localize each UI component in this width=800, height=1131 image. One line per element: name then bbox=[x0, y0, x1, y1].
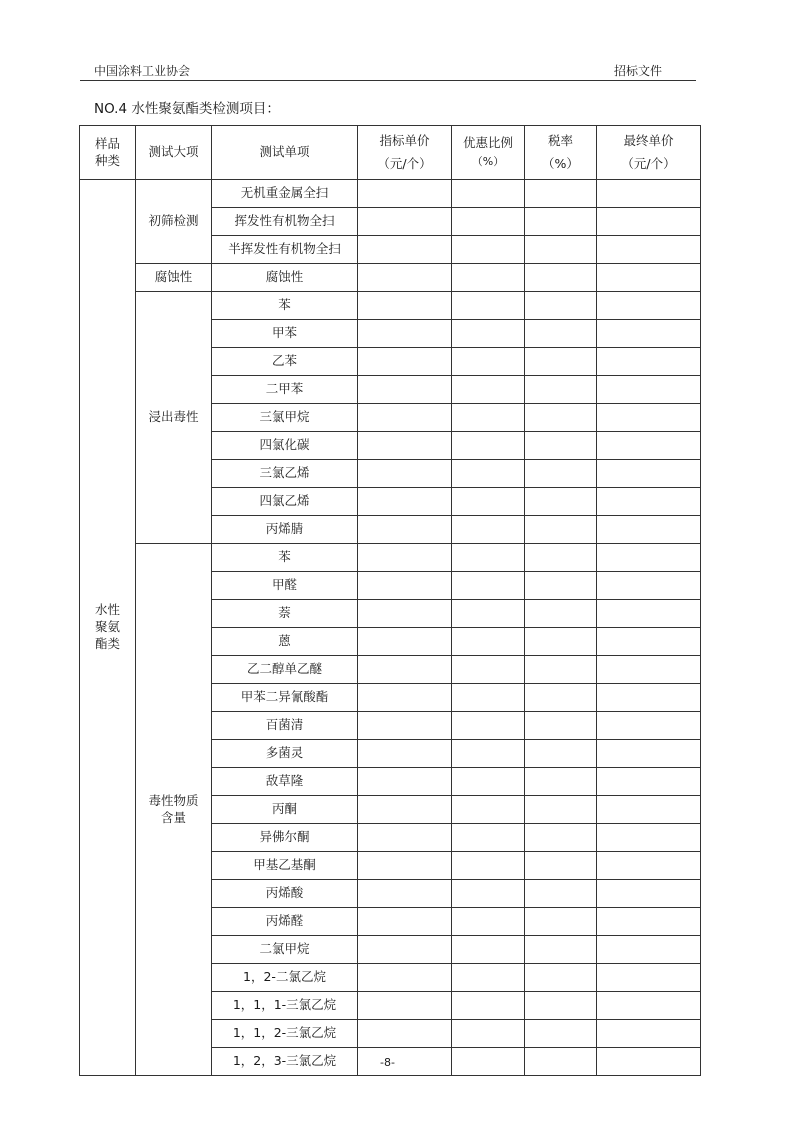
final-price-cell[interactable] bbox=[597, 376, 701, 404]
discount-cell[interactable] bbox=[452, 1020, 525, 1048]
tax-rate-cell[interactable] bbox=[525, 712, 597, 740]
tax-rate-cell[interactable] bbox=[525, 656, 597, 684]
discount-cell[interactable] bbox=[452, 236, 525, 264]
discount-cell[interactable] bbox=[452, 992, 525, 1020]
unit-price-cell[interactable] bbox=[358, 460, 452, 488]
unit-price-cell[interactable] bbox=[358, 208, 452, 236]
tax-rate-cell[interactable] bbox=[525, 208, 597, 236]
unit-price-cell[interactable] bbox=[358, 1020, 452, 1048]
final-price-cell[interactable] bbox=[597, 600, 701, 628]
tax-rate-cell[interactable] bbox=[525, 1020, 597, 1048]
tax-rate-cell[interactable] bbox=[525, 1048, 597, 1076]
test-item-cell: 二氯甲烷 bbox=[212, 936, 358, 964]
final-price-cell[interactable] bbox=[597, 852, 701, 880]
header-rule bbox=[80, 80, 696, 81]
test-item-cell: 1，2，3-三氯乙烷 bbox=[212, 1048, 358, 1076]
final-price-cell[interactable] bbox=[597, 572, 701, 600]
unit-price-cell[interactable] bbox=[358, 432, 452, 460]
tax-rate-cell[interactable] bbox=[525, 460, 597, 488]
final-price-cell[interactable] bbox=[597, 1020, 701, 1048]
tax-rate-cell[interactable] bbox=[525, 516, 597, 544]
col-final-price: 最终单价 （元/个） bbox=[597, 126, 701, 180]
tax-rate-cell[interactable] bbox=[525, 376, 597, 404]
test-item-cell: 百菌清 bbox=[212, 712, 358, 740]
col-tax-rate: 税率 （%） bbox=[525, 126, 597, 180]
test-item-cell: 苯 bbox=[212, 544, 358, 572]
final-price-cell[interactable] bbox=[597, 180, 701, 208]
tax-rate-cell[interactable] bbox=[525, 740, 597, 768]
unit-price-cell[interactable] bbox=[358, 628, 452, 656]
discount-cell[interactable] bbox=[452, 796, 525, 824]
final-price-cell[interactable] bbox=[597, 684, 701, 712]
table-row bbox=[80, 544, 701, 572]
discount-cell[interactable] bbox=[452, 936, 525, 964]
section-title: NO.4 水性聚氨酯类检测项目： bbox=[94, 101, 280, 117]
header-row bbox=[80, 126, 701, 180]
tax-rate-cell[interactable] bbox=[525, 824, 597, 852]
test-item-cell: 甲醛 bbox=[212, 572, 358, 600]
test-item-cell: 丙烯酸 bbox=[212, 880, 358, 908]
test-item-cell: 甲苯 bbox=[212, 320, 358, 348]
final-price-cell[interactable] bbox=[597, 796, 701, 824]
discount-cell[interactable] bbox=[452, 320, 525, 348]
discount-cell[interactable] bbox=[452, 684, 525, 712]
table-row bbox=[80, 264, 701, 292]
final-price-cell[interactable] bbox=[597, 292, 701, 320]
final-price-cell[interactable] bbox=[597, 628, 701, 656]
final-price-cell[interactable] bbox=[597, 880, 701, 908]
discount-cell[interactable] bbox=[452, 768, 525, 796]
test-item-cell: 四氯化碳 bbox=[212, 432, 358, 460]
final-price-cell[interactable] bbox=[597, 544, 701, 572]
tax-rate-cell[interactable] bbox=[525, 320, 597, 348]
unit-price-cell[interactable] bbox=[358, 488, 452, 516]
final-price-cell[interactable] bbox=[597, 656, 701, 684]
unit-price-cell[interactable] bbox=[358, 768, 452, 796]
tax-rate-cell[interactable] bbox=[525, 796, 597, 824]
final-price-cell[interactable] bbox=[597, 516, 701, 544]
test-item-cell: 乙二醇单乙醚 bbox=[212, 656, 358, 684]
table-row bbox=[80, 292, 701, 320]
unit-price-cell[interactable] bbox=[358, 824, 452, 852]
test-item-cell: 三氯乙烯 bbox=[212, 460, 358, 488]
col-discount: 优惠比例 （%） bbox=[452, 126, 525, 180]
test-item-cell: 1，2-二氯乙烷 bbox=[212, 964, 358, 992]
unit-price-cell[interactable] bbox=[358, 712, 452, 740]
tax-rate-cell[interactable] bbox=[525, 992, 597, 1020]
discount-cell[interactable] bbox=[452, 712, 525, 740]
tax-rate-cell[interactable] bbox=[525, 880, 597, 908]
discount-cell[interactable] bbox=[452, 656, 525, 684]
col-test-item: 测试单项 bbox=[212, 126, 358, 180]
test-item-cell: 萘 bbox=[212, 600, 358, 628]
test-item-cell: 苯 bbox=[212, 292, 358, 320]
col-test-category: 测试大项 bbox=[136, 126, 212, 180]
discount-cell[interactable] bbox=[452, 432, 525, 460]
unit-price-cell[interactable] bbox=[358, 180, 452, 208]
tax-rate-cell[interactable] bbox=[525, 180, 597, 208]
test-item-cell: 蒽 bbox=[212, 628, 358, 656]
col-unit-price: 指标单价 （元/个） bbox=[358, 126, 452, 180]
test-category-cell: 腐蚀性 bbox=[136, 264, 212, 292]
final-price-cell[interactable] bbox=[597, 320, 701, 348]
test-item-cell: 挥发性有机物全扫 bbox=[212, 208, 358, 236]
tax-rate-cell[interactable] bbox=[525, 236, 597, 264]
discount-cell[interactable] bbox=[452, 628, 525, 656]
discount-cell[interactable] bbox=[452, 600, 525, 628]
unit-price-cell[interactable] bbox=[358, 292, 452, 320]
test-item-cell: 多菌灵 bbox=[212, 740, 358, 768]
discount-cell[interactable] bbox=[452, 264, 525, 292]
final-price-cell[interactable] bbox=[597, 712, 701, 740]
sample-type-cell: 水性 聚氨 酯类 bbox=[80, 180, 136, 1076]
unit-price-cell[interactable] bbox=[358, 348, 452, 376]
discount-cell[interactable] bbox=[452, 348, 525, 376]
test-item-cell: 敌草隆 bbox=[212, 768, 358, 796]
unit-price-cell[interactable] bbox=[358, 880, 452, 908]
final-price-cell[interactable] bbox=[597, 348, 701, 376]
test-category-cell: 初筛检测 bbox=[136, 180, 212, 264]
discount-cell[interactable] bbox=[452, 180, 525, 208]
discount-cell[interactable] bbox=[452, 852, 525, 880]
test-item-cell: 二甲苯 bbox=[212, 376, 358, 404]
unit-price-cell[interactable] bbox=[358, 600, 452, 628]
test-item-cell: 丙烯腈 bbox=[212, 516, 358, 544]
unit-price-cell[interactable] bbox=[358, 964, 452, 992]
final-price-cell[interactable] bbox=[597, 488, 701, 516]
discount-cell[interactable] bbox=[452, 544, 525, 572]
final-price-cell[interactable] bbox=[597, 908, 701, 936]
unit-price-cell[interactable] bbox=[358, 684, 452, 712]
header-document-type: 招标文件 bbox=[614, 64, 663, 78]
unit-price-cell[interactable] bbox=[358, 236, 452, 264]
final-price-cell[interactable] bbox=[597, 768, 701, 796]
final-price-cell[interactable] bbox=[597, 936, 701, 964]
tax-rate-cell[interactable] bbox=[525, 600, 597, 628]
discount-cell[interactable] bbox=[452, 208, 525, 236]
unit-price-cell[interactable] bbox=[358, 572, 452, 600]
test-item-cell: 四氯乙烯 bbox=[212, 488, 358, 516]
tax-rate-cell[interactable] bbox=[525, 292, 597, 320]
discount-cell[interactable] bbox=[452, 404, 525, 432]
tax-rate-cell[interactable] bbox=[525, 432, 597, 460]
final-price-cell[interactable] bbox=[597, 432, 701, 460]
unit-price-cell[interactable] bbox=[358, 796, 452, 824]
test-item-cell: 丙烯醛 bbox=[212, 908, 358, 936]
final-price-cell[interactable] bbox=[597, 404, 701, 432]
unit-price-cell[interactable] bbox=[358, 376, 452, 404]
test-item-cell: 甲基乙基酮 bbox=[212, 852, 358, 880]
final-price-cell[interactable] bbox=[597, 208, 701, 236]
unit-price-cell[interactable] bbox=[358, 264, 452, 292]
table-row bbox=[80, 180, 701, 208]
tax-rate-cell[interactable] bbox=[525, 264, 597, 292]
final-price-cell[interactable] bbox=[597, 992, 701, 1020]
test-category-cell: 浸出毒性 bbox=[136, 292, 212, 544]
tax-rate-cell[interactable] bbox=[525, 404, 597, 432]
discount-cell[interactable] bbox=[452, 740, 525, 768]
discount-cell[interactable] bbox=[452, 572, 525, 600]
tax-rate-cell[interactable] bbox=[525, 908, 597, 936]
unit-price-cell[interactable] bbox=[358, 544, 452, 572]
discount-cell[interactable] bbox=[452, 964, 525, 992]
final-price-cell[interactable] bbox=[597, 1048, 701, 1076]
tax-rate-cell[interactable] bbox=[525, 852, 597, 880]
test-item-cell: 1，1，2-三氯乙烷 bbox=[212, 1020, 358, 1048]
discount-cell[interactable] bbox=[452, 1048, 525, 1076]
discount-cell[interactable] bbox=[452, 460, 525, 488]
tax-rate-cell[interactable] bbox=[525, 544, 597, 572]
tax-rate-cell[interactable] bbox=[525, 488, 597, 516]
test-item-cell: 腐蚀性 bbox=[212, 264, 358, 292]
final-price-cell[interactable] bbox=[597, 740, 701, 768]
discount-cell[interactable] bbox=[452, 908, 525, 936]
test-item-cell: 无机重金属全扫 bbox=[212, 180, 358, 208]
test-category-cell: 毒性物质 含量 bbox=[136, 544, 212, 1076]
unit-price-cell[interactable] bbox=[358, 992, 452, 1020]
test-item-cell: 半挥发性有机物全扫 bbox=[212, 236, 358, 264]
test-item-cell: 1，1，1-三氯乙烷 bbox=[212, 992, 358, 1020]
test-item-cell: 异佛尔酮 bbox=[212, 824, 358, 852]
discount-cell[interactable] bbox=[452, 292, 525, 320]
unit-price-cell[interactable] bbox=[358, 656, 452, 684]
unit-price-cell[interactable] bbox=[358, 908, 452, 936]
final-price-cell[interactable] bbox=[597, 236, 701, 264]
header-organization: 中国涂料工业协会 bbox=[94, 64, 191, 78]
page-number: -8- bbox=[380, 1056, 395, 1069]
tax-rate-cell[interactable] bbox=[525, 964, 597, 992]
unit-price-cell[interactable] bbox=[358, 1048, 452, 1076]
discount-cell[interactable] bbox=[452, 880, 525, 908]
discount-cell[interactable] bbox=[452, 488, 525, 516]
test-item-cell: 丙酮 bbox=[212, 796, 358, 824]
tax-rate-cell[interactable] bbox=[525, 768, 597, 796]
unit-price-cell[interactable] bbox=[358, 852, 452, 880]
unit-price-cell[interactable] bbox=[358, 740, 452, 768]
test-item-cell: 乙苯 bbox=[212, 348, 358, 376]
discount-cell[interactable] bbox=[452, 824, 525, 852]
unit-price-cell[interactable] bbox=[358, 404, 452, 432]
final-price-cell[interactable] bbox=[597, 264, 701, 292]
final-price-cell[interactable] bbox=[597, 824, 701, 852]
unit-price-cell[interactable] bbox=[358, 320, 452, 348]
tax-rate-cell[interactable] bbox=[525, 684, 597, 712]
discount-cell[interactable] bbox=[452, 376, 525, 404]
unit-price-cell[interactable] bbox=[358, 516, 452, 544]
final-price-cell[interactable] bbox=[597, 460, 701, 488]
tax-rate-cell[interactable] bbox=[525, 348, 597, 376]
tax-rate-cell[interactable] bbox=[525, 628, 597, 656]
tax-rate-cell[interactable] bbox=[525, 936, 597, 964]
test-item-cell: 三氯甲烷 bbox=[212, 404, 358, 432]
test-item-cell: 甲苯二异氰酸酯 bbox=[212, 684, 358, 712]
col-sample-type: 样品 种类 bbox=[80, 126, 136, 180]
price-table bbox=[79, 125, 701, 1076]
unit-price-cell[interactable] bbox=[358, 936, 452, 964]
final-price-cell[interactable] bbox=[597, 964, 701, 992]
discount-cell[interactable] bbox=[452, 516, 525, 544]
tax-rate-cell[interactable] bbox=[525, 572, 597, 600]
